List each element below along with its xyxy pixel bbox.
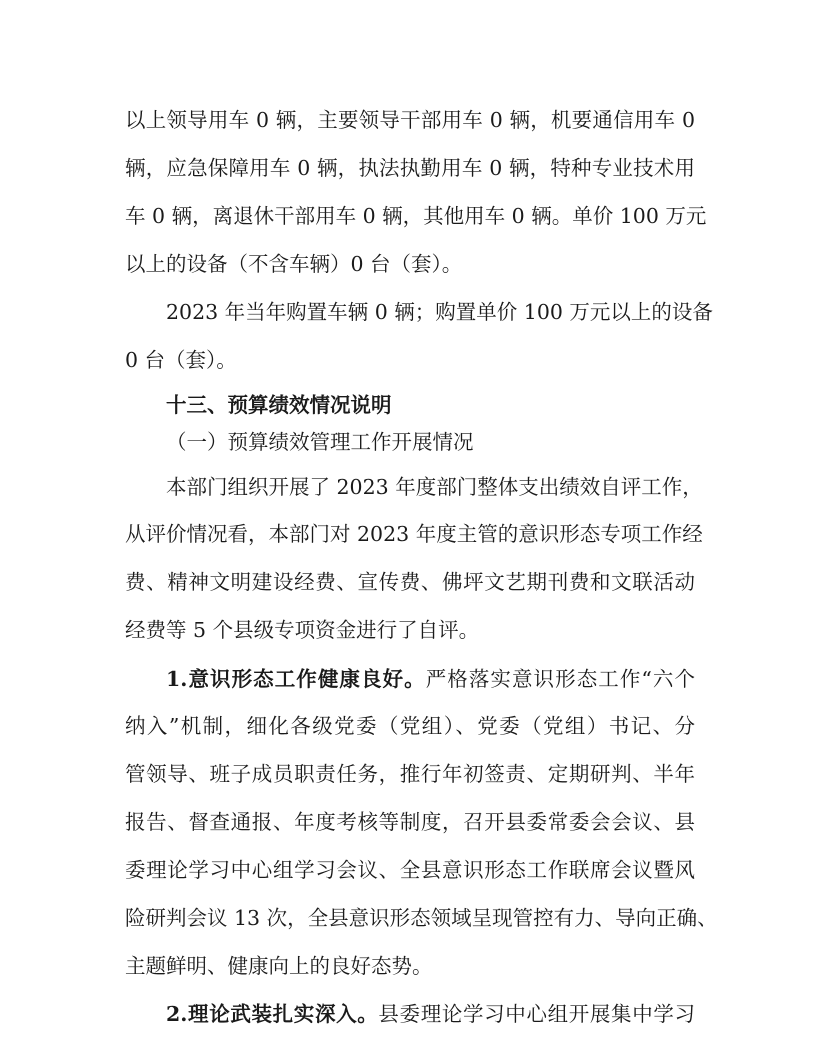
item1-line-4: 报告、督查通报、年度考核等制度，召开县委常委会会议、县: [125, 810, 695, 834]
item2-line-1: [166, 999, 695, 1029]
section-13-heading: 十三、预算绩效情况说明: [166, 393, 392, 417]
p3-line-4: 经费等 5 个县级专项资金进行了自评。: [125, 618, 480, 642]
p3-line-1: 本部门组织开展了 2023 年度部门整体支出绩效自评工作，: [166, 475, 703, 499]
p3-line-3: 费、精神文明建设经费、宣传费、佛坪文艺期刊费和文联活动: [125, 570, 695, 594]
p1-line-4: 以上的设备（不含车辆）0 台（套）。: [125, 252, 463, 276]
item1-line-6: 险研判会议 13 次，全县意识形态领域呈现管控有力、导向正确、: [125, 906, 718, 930]
p1-line-1: 以上领导用车 0 辆，主要领导干部用车 0 辆，机要通信用车 0: [125, 108, 695, 132]
item2-line-1-text: 县委理论学习中心组开展集中学习: [378, 1002, 696, 1026]
item1-line-5: 委理论学习中心组学习会议、全县意识形态工作联席会议暨风: [125, 858, 695, 882]
item1-line-3: 管领导、班子成员职责任务，推行年初签责、定期研判、半年: [125, 762, 695, 786]
item1-heading: 1.意识形态工作健康良好。: [166, 667, 426, 691]
subsection-1-heading: （一）预算绩效管理工作开展情况: [166, 430, 474, 454]
p3-line-2: 从评价情况看，本部门对 2023 年度主管的意识形态专项工作经: [125, 522, 703, 546]
item1-line-7: 主题鲜明、健康向上的良好态势。: [125, 954, 433, 978]
p2-line-2: 0 台（套）。: [125, 348, 237, 372]
p1-line-3: 车 0 辆，离退休干部用车 0 辆，其他用车 0 辆。单价 100 万元: [125, 204, 707, 228]
p1-line-2: 辆，应急保障用车 0 辆，执法执勤用车 0 辆，特种专业技术用: [125, 156, 695, 180]
p2-line-1: 2023 年当年购置车辆 0 辆；购置单价 100 万元以上的设备: [166, 300, 713, 324]
item1-line-1-text: 严格落实意识形态工作“六个: [425, 667, 696, 691]
item1-line-2: 纳入”机制，细化各级党委（党组）、党委（党组）书记、分: [125, 714, 695, 738]
item1-line-1: [166, 664, 695, 694]
item2-heading: 2.理论武装扎实深入。: [166, 1002, 379, 1026]
